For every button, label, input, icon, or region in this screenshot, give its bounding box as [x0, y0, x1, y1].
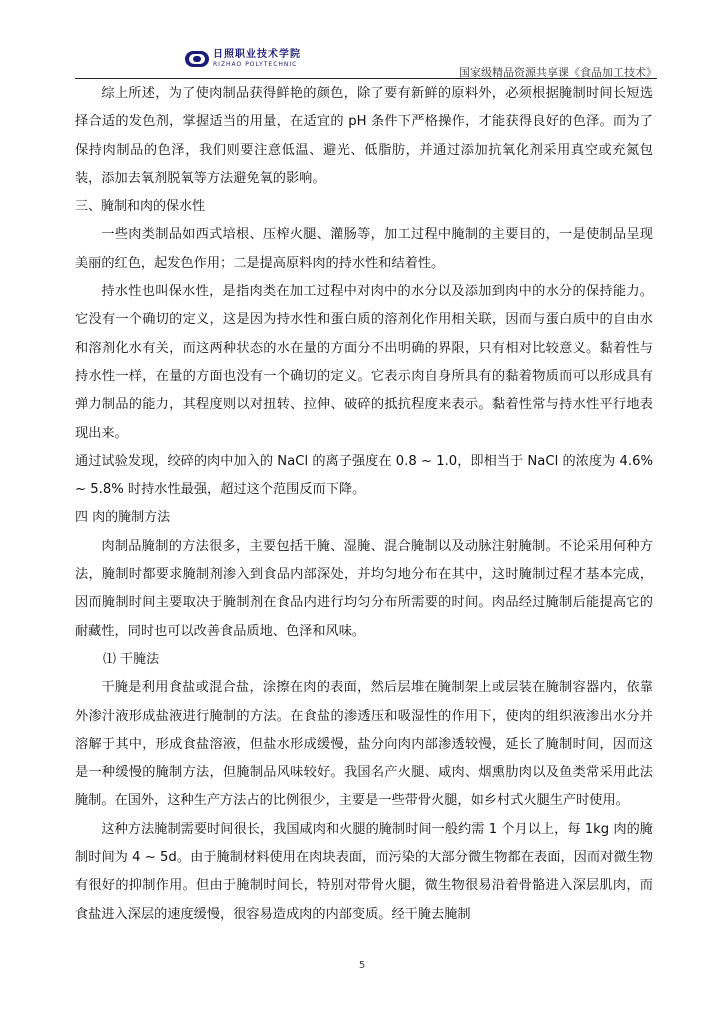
paragraph-dry-curing: 干腌是利用食盐或混合盐，涂擦在肉的表面，然后层堆在腌制架上或层装在腌制容器内，依靠外渗汁液形成盐液进行腌制的方法。在食盐的渗透压和吸湿性的作用下，使肉的组织液渗出水分并溶解于其中，形成食盐溶液，但盐水形成缓慢，盐分向肉内部渗透较慢，延长了腌制时间，因而这是一种缓慢的腌制方法，但腌制品风味较好。我国名产火腿、咸肉、烟熏肋肉以及鱼类常采用此法腌制。在国外，这种生产方法占的比例很少，主要是一些带骨火腿，如乡村式火腿生产时使用。 [75, 680, 653, 809]
paragraph-water-holding: 持水性也叫保水性，是指肉类在加工过程中对肉中的水分以及添加到肉中的水分的保持能力。它没有一个确切的定义，这是因为持水性和蛋白质的溶剂化作用相关联，因而与蛋白质中的自由水和溶剂化水有关，而这两种状态的水在量的方面分不出明确的界限，只有相对比较意义。黏着性与持水性一样，在量的方面也没有一个确切的定义。它表示肉自身所具有的黏着物质而可以形成具有弹力制品的能力，其程度则以对扭转、拉伸、破碎的抵抗程度来表示。黏着性常与持水性平行地表现出来。 [75, 284, 653, 441]
paragraph-curing-methods: 肉制品腌制的方法很多，主要包括干腌、湿腌、混合腌制以及动脉注射腌制。不论采用何种方法，腌制时都要求腌制剂渗入到食品内部深处，并均匀地分布在其中，这时腌制过程才基本完成，因而腌制时间主要取决于腌制剂在食品内进行均匀分布所需要的时间。肉品经过腌制后能提高它的耐藏性，同时也可以改善食品质地、色泽和风味。 [75, 538, 653, 639]
logo-chinese-name: 日照职业技术学院 [213, 49, 301, 60]
document-body [75, 80, 653, 929]
subheading-dry-curing: ⑴ 干腌法 [103, 651, 160, 667]
paragraph-nacl-experiment: 通过试验发现，绞碎的肉中加入的 NaCl 的离子强度在 0.8 ~ 1.0，即相当于 NaCl 的浓度为 4.6% ~ 5.8% 时持水性最强，超过这个范围反而下降。 [75, 453, 653, 498]
paragraph-curing-time: 这种方法腌制需要时间很长，我国咸肉和火腿的腌制时间一般约需 1 个月以上，每 1kg 肉的腌制时间为 4 ~ 5d。由于腌制材料使用在肉块表面，而污染的大部分微生物都在表面，因而对微生物有很好的抑制作用。但由于腌制时间长，特别对带骨火腿，微生物很易沿着骨骼进入深层肌肉，而食盐进入深层的速度缓慢，很容易造成肉的内部变质。经干腌去腌制 [75, 821, 653, 922]
section-heading-4: 四 肉的腌制方法 [75, 510, 171, 526]
logo-emblem-icon [185, 51, 209, 67]
header-divider [75, 78, 657, 79]
section-heading-3: 三、腌制和肉的保水性 [75, 199, 206, 215]
page-number: 5 [358, 960, 366, 971]
paragraph-summary: 综上所述，为了使肉制品获得鲜艳的颜色，除了要有新鲜的原料外，必须根据腌制时间长短选择合适的发色剂，掌握适当的用量，在适宜的 pH 条件下严格操作，才能获得良好的色泽。而为了保持肉制品的色泽，我们则要注意低温、避光、低脂肪，并通过添加抗氧化剂采用真空或充氮包装，添加去氧剂脱氧等方法避免氧的影响。 [75, 86, 653, 186]
logo-english-name: RIZHAO POLYTECHNIC [213, 61, 298, 68]
paragraph-curing-purpose: 一些肉类制品如西式培根、压榨火腿、灌肠等，加工过程中腌制的主要目的，一是使制品呈现美丽的红色，起发色作用；二是提高原料肉的持水性和结着性。 [75, 227, 653, 271]
course-title: 国家级精品资源共享课《食品加工技术》 [459, 66, 657, 79]
page-header [75, 38, 657, 78]
school-logo [185, 50, 301, 68]
